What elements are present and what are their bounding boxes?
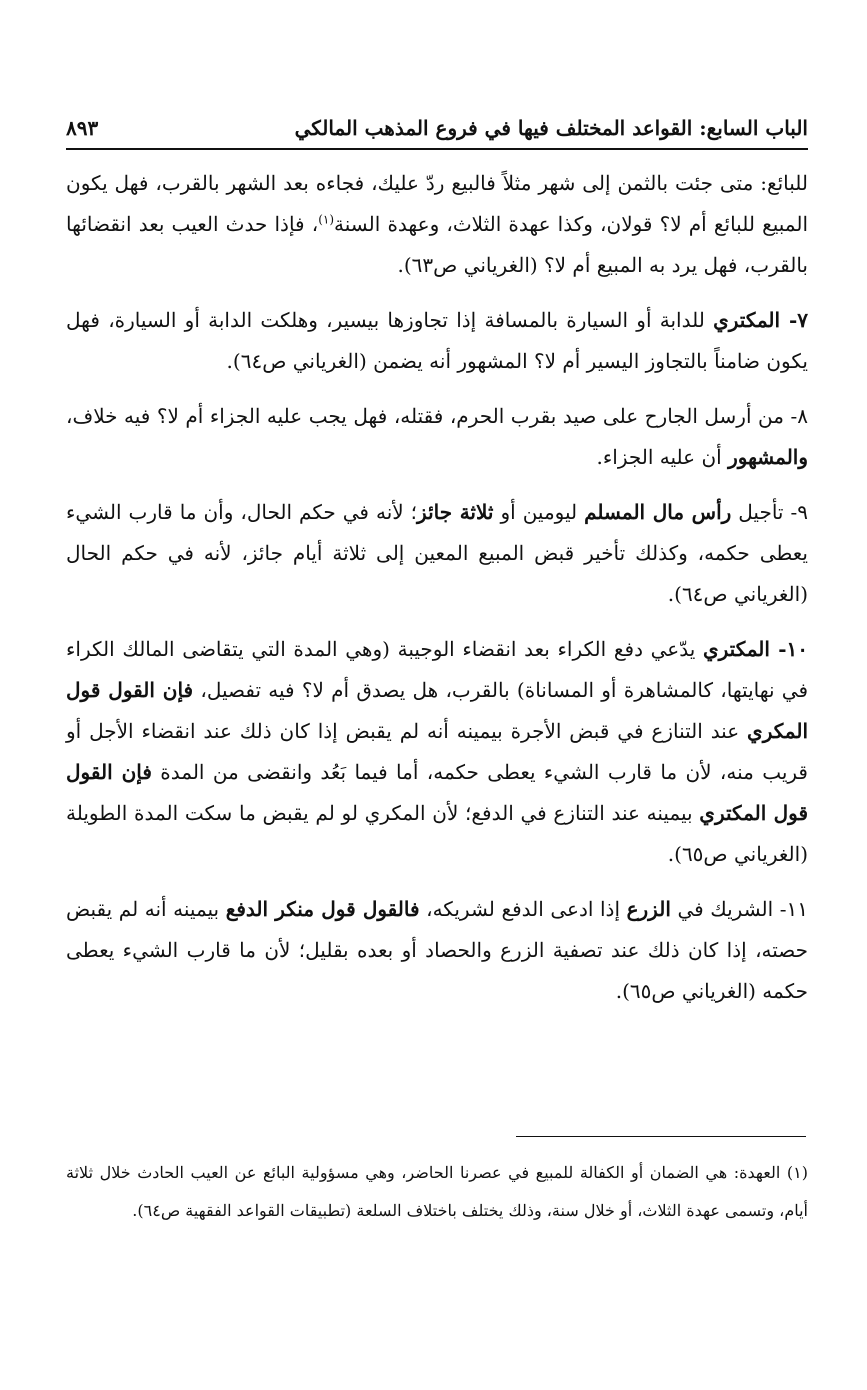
- bold-term: فإن القول قول المكتري: [66, 760, 809, 825]
- paragraph-text: ٩- تأجيل: [731, 500, 808, 524]
- paragraph-item-9: [66, 492, 808, 615]
- paragraph-text: يدّعي دفع الكراء بعد انقضاء الوجيبة (وهي المدة التي يتقاضى المالك الكراء في نهايتها، كالمشاهرة أو المساناة) بالقرب، هل يصدق أم لا؟ فيه تفصيل،: [66, 637, 808, 702]
- paragraph-item-7: [66, 300, 808, 382]
- bold-term: فإن القول قول المكري: [66, 678, 808, 743]
- bold-term: ثلاثة جائز: [417, 500, 494, 524]
- item-lead: ١٠- المكتري: [702, 637, 809, 661]
- paragraph-text: ١١- الشريك في: [670, 897, 808, 921]
- bold-term: والمشهور: [728, 445, 808, 469]
- item-lead: ٧- المكتري: [713, 308, 808, 332]
- paragraph-text: ؛ لأنه في حكم الحال، وأن ما قارب الشيء يعطى حكمه، وكذلك تأخير قبض المبيع المعين إلى ثلاثة أيام جائز، لأنه في حكم الحال (الغرياني ص٦٤).: [66, 500, 808, 606]
- paragraph-item-8: [66, 396, 808, 478]
- paragraph-item-11: [66, 889, 808, 1012]
- bold-term: فالقول قول منكر الدفع: [225, 897, 420, 921]
- paragraph-text: ليومين أو: [493, 500, 585, 524]
- paragraph-text: عند التنازع في قبض الأجرة بيمينه أنه لم يقبض إذا كان ذلك عند انقضاء الأجل أو قريب منه، لأن ما قارب الشيء يعطى حكمه، أما فيما بَعُد وانقضى من المدة: [66, 719, 808, 784]
- paragraph-text: ٨- من أرسل الجارح على صيد بقرب الحرم، فقتله، فهل يجب عليه الجزاء أم لا؟ فيه خلاف،: [66, 404, 808, 428]
- paragraph-text: ، فإذا حدث العيب بعد انقضائها بالقرب، فهل يرد به المبيع أم لا؟ (الغرياني ص٦٣).: [66, 212, 808, 277]
- main-text: [66, 163, 808, 1026]
- footnote-rule: [516, 1136, 806, 1137]
- footnote-text: العهدة: هي الضمان أو الكفالة للمبيع في عصرنا الحاضر، وهي مسؤولية البائع عن العيب الحادث خلال ثلاثة أيام، وتسمى عهدة الثلاث، أو خلال سنة، وذلك يختلف باختلاف السلعة (تطبيقات القواعد الفقهية ص٦٤).: [66, 1163, 808, 1220]
- running-header: [66, 110, 808, 146]
- page-number: ٨٩٣: [66, 116, 99, 140]
- bold-term: الزرع: [626, 897, 671, 921]
- paragraph-continuation: [66, 163, 808, 286]
- paragraph-text: للدابة أو السيارة بالمسافة إذا تجاوزها بيسير، وهلكت الدابة أو السيارة، فهل يكون ضامناً بالتجاوز اليسير أم لا؟ المشهور أنه يضمن (الغرياني ص٦٤).: [66, 308, 808, 373]
- paragraph-text: إذا ادعى الدفع لشريكه،: [419, 897, 627, 921]
- paragraph-text: بيمينه عند التنازع في الدفع؛ لأن المكري لو لم يقبض ما سكت المدة الطويلة (الغرياني ص٦٥).: [66, 801, 808, 866]
- paragraph-text: أن عليه الجزاء.: [596, 445, 729, 469]
- chapter-title: الباب السابع: القواعد المختلف فيها في فروع المذهب المالكي: [294, 116, 808, 140]
- footnote-number: (١): [786, 1163, 808, 1182]
- footnotes: [66, 1154, 808, 1230]
- paragraph-item-10: [66, 629, 808, 875]
- paragraph-text: بيمينه أنه لم يقبض حصته، إذا كان ذلك عند تصفية الزرع والحصاد أو بعده بقليل؛ لأن ما قارب الشيء يعطى حكمه (الغرياني ص٦٥).: [66, 897, 808, 1003]
- paragraph-text: للبائع: متى جئت بالثمن إلى شهر مثلاً فالبيع ردّ عليك، فجاءه بعد الشهر بالقرب، فهل يكون المبيع للبائع أم لا؟ قولان، وكذا عهدة الثلاث، وعهدة السنة: [66, 171, 809, 236]
- footnote-marker: (١): [318, 212, 335, 227]
- header-rule: [66, 148, 808, 150]
- bold-term: رأس مال المسلم: [584, 500, 732, 524]
- footnote-1: [66, 1154, 808, 1230]
